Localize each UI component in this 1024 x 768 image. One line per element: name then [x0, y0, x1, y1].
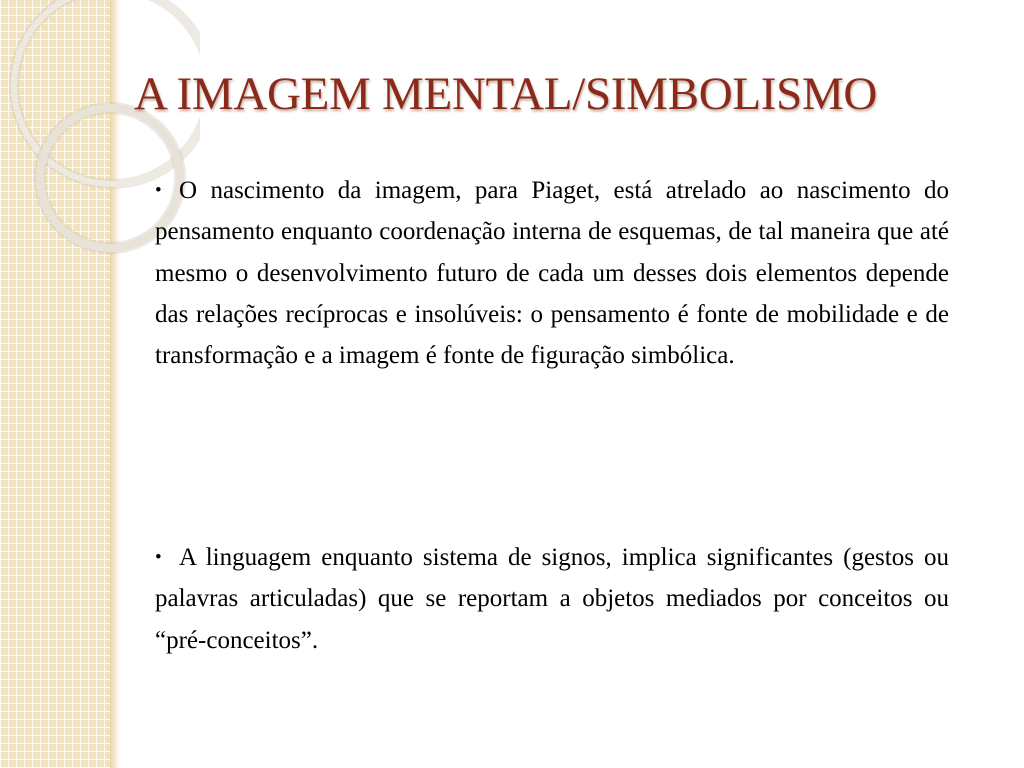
- bullet-paragraph: [155, 537, 949, 661]
- bullet-text: A linguagem enquanto sistema de signos, implica significantes (gestos ou palavras articuladas) que se reportam a objetos mediados por conceitos ou “pré-conceitos”.: [155, 544, 949, 654]
- bullet-paragraph: [155, 170, 949, 376]
- bullet-marker: •: [155, 180, 162, 201]
- bullet-text: O nascimento da imagem, para Piaget, está atrelado ao nascimento do pensamento enquanto coordenação interna de esquemas, de tal maneira que até mesmo o desenvolvimento futuro de cada um desses dois elementos depende das relações recíprocas e insolúveis: o pensamento é fonte de mobilidade e de transformação e a imagem é fonte de figuração simbólica.: [155, 177, 949, 370]
- slide-title: A IMAGEM MENTAL/SIMBOLISMO: [134, 68, 878, 120]
- bullet-marker: •: [155, 547, 162, 568]
